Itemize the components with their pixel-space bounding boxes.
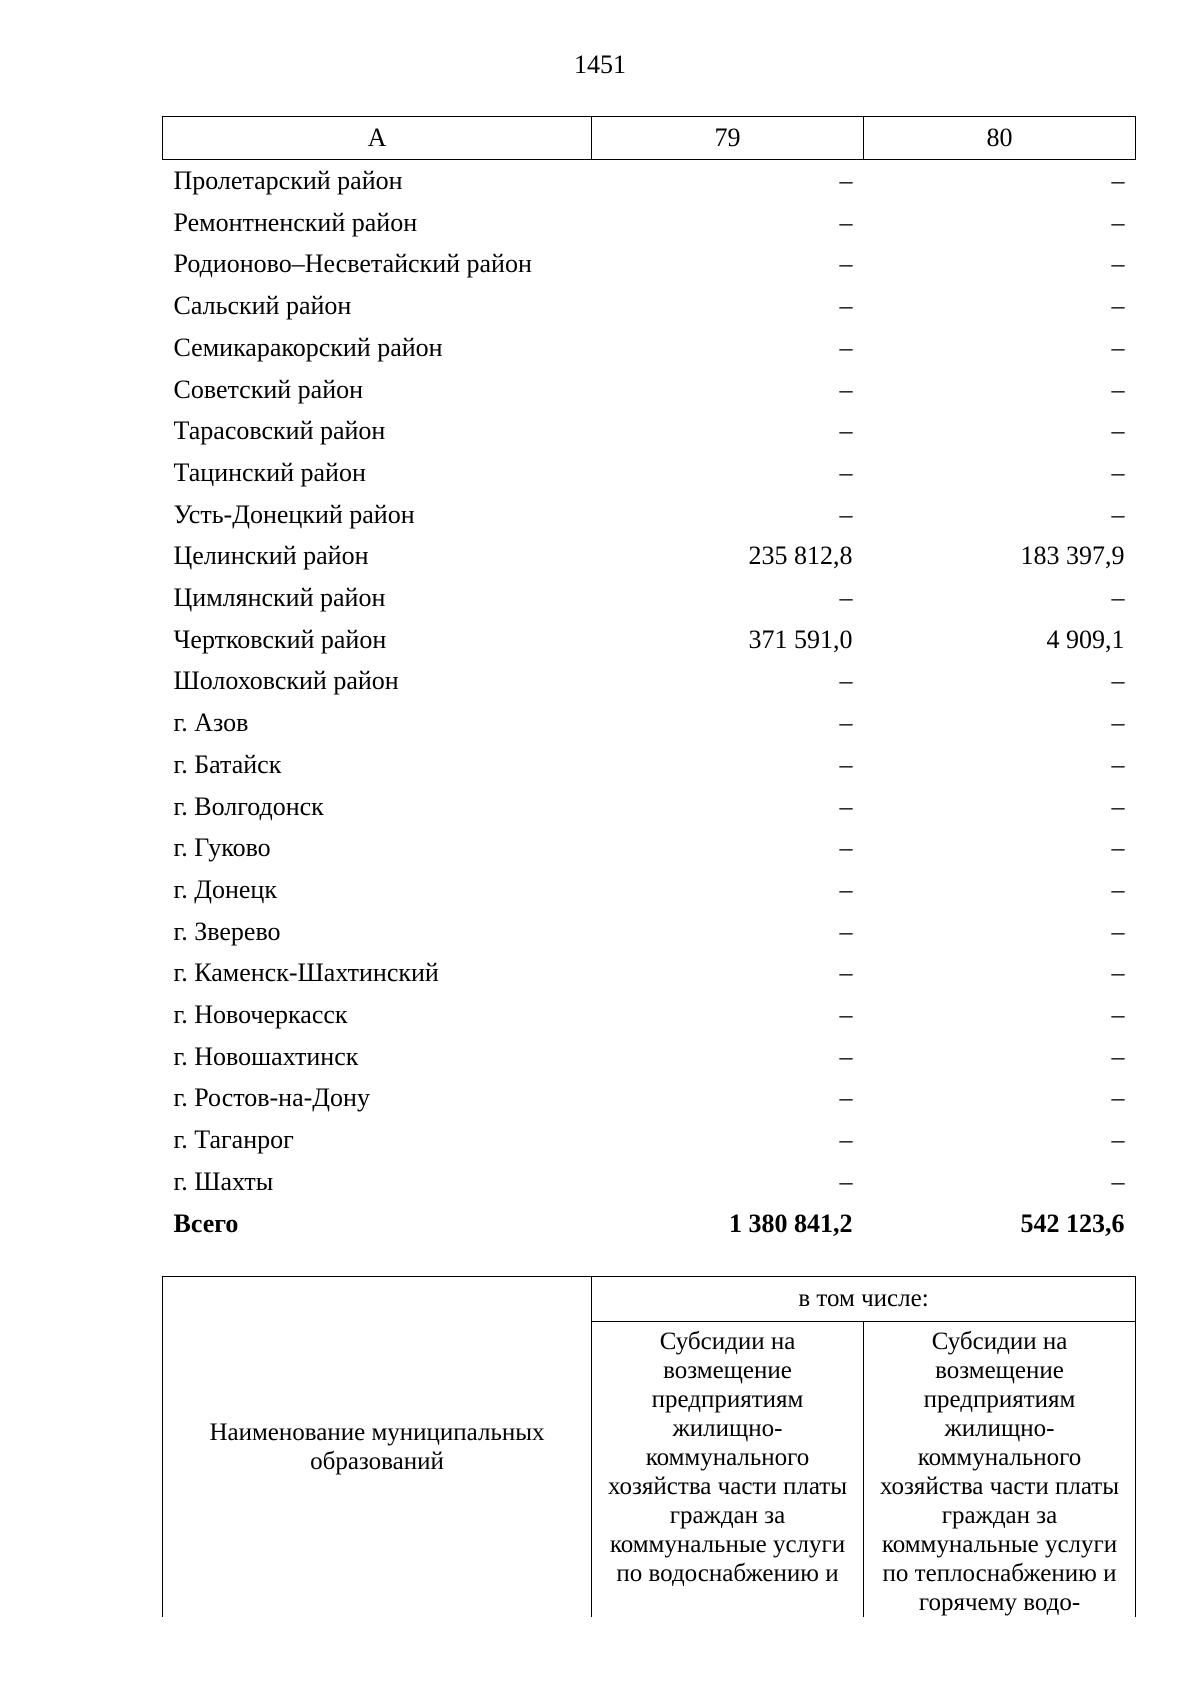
row-value-80: – [1111,416,1125,446]
row-value-79: – [839,833,853,863]
heat-supply-subsidy-header: Субсидии на возмещение предприятиям жилищно-коммунального хозяйства части платы граждан за коммунальные услуги по теплоснабжению и горячему водо- [864,1322,1136,1618]
row-value-79: – [839,499,853,529]
row-value-80: – [1111,374,1125,404]
water-supply-subsidy-header: Субсидии на возмещение предприятиям жилищно-коммунального хозяйства части платы граждан за коммунальные услуги по водоснабжению и [592,1322,864,1618]
row-name: г. Батайск [173,749,282,779]
row-value-80: – [1111,499,1125,529]
row-name: г. Зверево [173,916,281,946]
table-row [163,494,1136,536]
table-row [163,1161,1136,1203]
row-value-79: – [839,249,853,279]
row-name: Родионово–Несветайский район [173,249,532,279]
table-row [163,1036,1136,1078]
row-value-80: – [1111,291,1125,321]
row-value-80: – [1111,249,1125,279]
row-value-79: – [839,791,853,821]
row-name: г. Каменск-Шахтинский [173,958,439,988]
row-value-80: – [1111,1166,1125,1196]
table-row [163,1077,1136,1119]
column-header-80: 80 [864,117,1136,160]
row-value-80: – [1111,708,1125,738]
including-header: в том числе: [592,1277,1136,1322]
continuation-table-header [162,1276,1136,1617]
row-value-80: – [1111,1083,1125,1113]
table-row [163,535,1136,577]
row-value-79: – [839,1083,853,1113]
column-header-79: 79 [592,117,864,160]
row-name: Цимлянский район [173,583,386,613]
table-row [163,702,1136,744]
row-value-80: – [1111,916,1125,946]
table-row [163,911,1136,953]
table-row [163,369,1136,411]
row-name: Тацинский район [173,457,366,487]
row-name: Целинский район [173,541,369,571]
row-value-79: – [839,916,853,946]
table-row [163,744,1136,786]
row-name: г. Новочеркасск [173,1000,348,1030]
row-value-79: – [839,708,853,738]
table-row [163,452,1136,494]
table-row [163,619,1136,661]
column-header-a: А [163,117,592,160]
row-value-80: – [1111,791,1125,821]
row-value-79: – [839,1041,853,1071]
row-value-79: – [839,332,853,362]
row-name: Советский район [173,374,364,404]
row-value-80: – [1111,666,1125,696]
row-value-80: 4 909,1 [1046,624,1125,654]
table-row [163,827,1136,869]
row-value-79: – [839,1125,853,1155]
table-row [163,786,1136,828]
row-name: г. Шахты [173,1166,274,1196]
row-name: г. Азов [173,708,249,738]
row-value-80: – [1111,207,1125,237]
row-value-79: – [839,874,853,904]
row-value-79: – [839,374,853,404]
row-value-79: – [839,416,853,446]
row-name: Шолоховский район [173,666,399,696]
table-row [163,285,1136,327]
row-value-80: – [1111,874,1125,904]
table-header-row [163,117,1136,160]
row-value-79: – [839,749,853,779]
row-name: Ремонтненский район [173,207,418,237]
total-value-79: 1 380 841,2 [729,1208,853,1238]
row-value-80: – [1111,457,1125,487]
table-row [163,202,1136,244]
row-value-79: – [839,1000,853,1030]
table-row [163,1119,1136,1161]
row-value-79: – [839,1166,853,1196]
row-name: г. Новошахтинск [173,1041,359,1071]
row-name: Чертковский район [173,624,387,654]
row-value-79: 371 591,0 [748,624,853,654]
table-row [163,160,1136,202]
page-number: 1451 [574,50,626,79]
budget-table [162,116,1136,1244]
row-name: Сальский район [173,291,352,321]
row-value-79: 235 812,8 [748,541,853,571]
total-label: Всего [173,1208,239,1238]
table-row [163,577,1136,619]
row-value-80: – [1111,583,1125,613]
row-value-79: – [839,166,853,195]
total-value-80: 542 123,6 [1020,1208,1125,1238]
row-value-79: – [839,457,853,487]
row-value-80: 183 397,9 [1020,541,1125,571]
row-value-80: – [1111,1041,1125,1071]
row-name: Тарасовский район [173,416,386,446]
table-row [163,660,1136,702]
row-value-80: – [1111,166,1125,195]
table-row [163,410,1136,452]
row-value-79: – [839,291,853,321]
row-value-80: – [1111,332,1125,362]
row-name: г. Таганрог [173,1125,294,1155]
table-row [163,327,1136,369]
row-name: Усть-Донецкий район [173,499,415,529]
row-value-79: – [839,666,853,696]
row-name: г. Донецк [173,874,277,904]
row-value-79: – [839,958,853,988]
table-row [163,952,1136,994]
row-value-79: – [839,583,853,613]
row-value-80: – [1111,1125,1125,1155]
municipality-name-header: Наименование муниципальных образований [163,1277,592,1618]
table-row [163,243,1136,285]
row-name: Пролетарский район [173,166,403,195]
row-value-80: – [1111,958,1125,988]
row-value-79: – [839,207,853,237]
row-name: г. Ростов-на-Дону [173,1083,370,1113]
row-value-80: – [1111,833,1125,863]
row-name: Семикаракорский район [173,332,443,362]
row-name: г. Гуково [173,833,271,863]
total-row [163,1203,1136,1245]
table-row [163,869,1136,911]
row-value-80: – [1111,1000,1125,1030]
row-value-80: – [1111,749,1125,779]
table-row [163,994,1136,1036]
row-name: г. Волгодонск [173,791,324,821]
